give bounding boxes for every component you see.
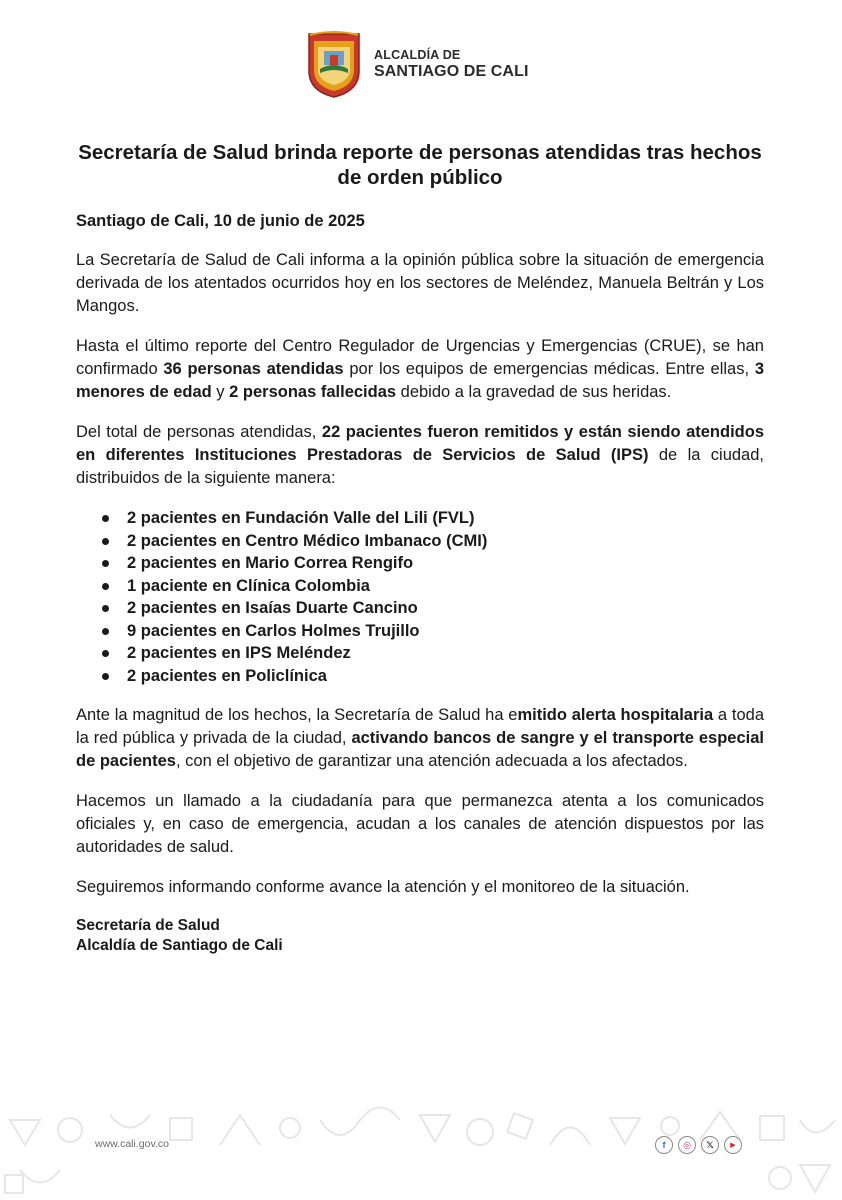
list-item: 2 pacientes en Policlínica bbox=[100, 665, 764, 688]
p3-bold-1: 22 pacientes fueron remitidos y están siendo atendidos en diferentes Instituciones Prestadoras de Servicios de Salud (IPS) bbox=[76, 423, 764, 464]
p4-bold-2: activando bancos de sangre y el transporte especial de pacientes bbox=[76, 729, 765, 770]
instagram-glyph: ◎ bbox=[683, 1139, 691, 1150]
list-item: 2 pacientes en Centro Médico Imbanaco (CMI) bbox=[100, 530, 764, 553]
paragraph-5: Hacemos un llamado a la ciudadanía para que permanezca atenta a los comunicados oficiales y, en caso de emergencia, acudan a los canales de atención dispuestos por las autoridades de salud. bbox=[76, 792, 764, 856]
list-item: 1 paciente en Clínica Colombia bbox=[100, 575, 764, 598]
p2-text-2: por los equipos de emergencias médicas. Entre ellas, bbox=[343, 360, 755, 378]
p3-text-1: Del total de personas atendidas, bbox=[76, 423, 322, 441]
p3-text-2: de la ciudad, distribuidos de la siguiente manera: bbox=[76, 446, 764, 487]
list-item: 2 pacientes en IPS Meléndez bbox=[100, 642, 764, 665]
youtube-glyph: ▶ bbox=[730, 1142, 736, 1149]
p2-text-1: Hasta el último reporte del Centro Regulador de Urgencias y Emergencias (CRUE), se han confirmado bbox=[76, 337, 764, 378]
p4-text-2: a toda la red pública y privada de la ciudad, bbox=[76, 706, 764, 747]
paragraph-3 bbox=[76, 421, 764, 490]
logo-line-1: ALCALDÍA DE bbox=[374, 48, 461, 63]
facebook-glyph: f bbox=[662, 1140, 666, 1150]
city-crest-icon bbox=[306, 31, 362, 99]
paragraph-2 bbox=[76, 335, 764, 404]
p2-text-3: y bbox=[211, 383, 230, 401]
youtube-icon[interactable] bbox=[724, 1136, 742, 1154]
p4-text-3: , con el objetivo de garantizar una atención adecuada a los afectados. bbox=[175, 752, 688, 770]
x-icon[interactable] bbox=[701, 1136, 719, 1154]
footer-social-icons bbox=[655, 1136, 742, 1154]
x-glyph: 𝕏 bbox=[706, 1139, 714, 1150]
list-item: 9 pacientes en Carlos Holmes Trujillo bbox=[100, 620, 764, 643]
signature-line-2: Alcaldía de Santiago de Cali bbox=[76, 937, 283, 954]
p4-bold-1: mitido alerta hospitalaria bbox=[517, 706, 714, 724]
logo-line-2: SANTIAGO DE CALI bbox=[374, 63, 529, 81]
signature-line-1: Secretaría de Salud bbox=[76, 917, 220, 934]
list-item: 2 pacientes en Isaías Duarte Cancino bbox=[100, 597, 764, 620]
p2-bold-2: 3 menores de edad bbox=[76, 360, 764, 401]
footer-website-link[interactable]: www.cali.gov.co bbox=[95, 1138, 169, 1150]
p2-bold-3: 2 personas fallecidas bbox=[229, 383, 397, 401]
p4-text-1: Ante la magnitud de los hechos, la Secretaría de Salud ha e bbox=[76, 706, 518, 724]
signature-block bbox=[76, 916, 764, 956]
header-logo bbox=[306, 30, 529, 100]
patient-distribution-list bbox=[100, 507, 764, 687]
list-item: 2 pacientes en Mario Correa Rengifo bbox=[100, 552, 764, 575]
dateline: Santiago de Cali, 10 de junio de 2025 bbox=[76, 212, 365, 230]
p2-text-4: debido a la gravedad de sus heridas. bbox=[396, 383, 672, 401]
paragraph-6: Seguiremos informando conforme avance la atención y el monitoreo de la situación. bbox=[76, 878, 690, 896]
list-item: 2 pacientes en Fundación Valle del Lili (FVL) bbox=[100, 507, 764, 530]
paragraph-1: La Secretaría de Salud de Cali informa a la opinión pública sobre la situación de emergencia derivada de los atentados ocurridos hoy en los sectores de Meléndez, Manuela Beltrán y Los Mangos. bbox=[76, 251, 764, 315]
facebook-icon[interactable] bbox=[655, 1136, 673, 1154]
page-title: Secretaría de Salud brinda reporte de personas atendidas tras hechos de orden público bbox=[78, 141, 762, 189]
instagram-icon[interactable] bbox=[678, 1136, 696, 1154]
p2-bold-1: 36 personas atendidas bbox=[163, 360, 344, 378]
paragraph-4 bbox=[76, 704, 764, 773]
document-body bbox=[76, 210, 764, 956]
